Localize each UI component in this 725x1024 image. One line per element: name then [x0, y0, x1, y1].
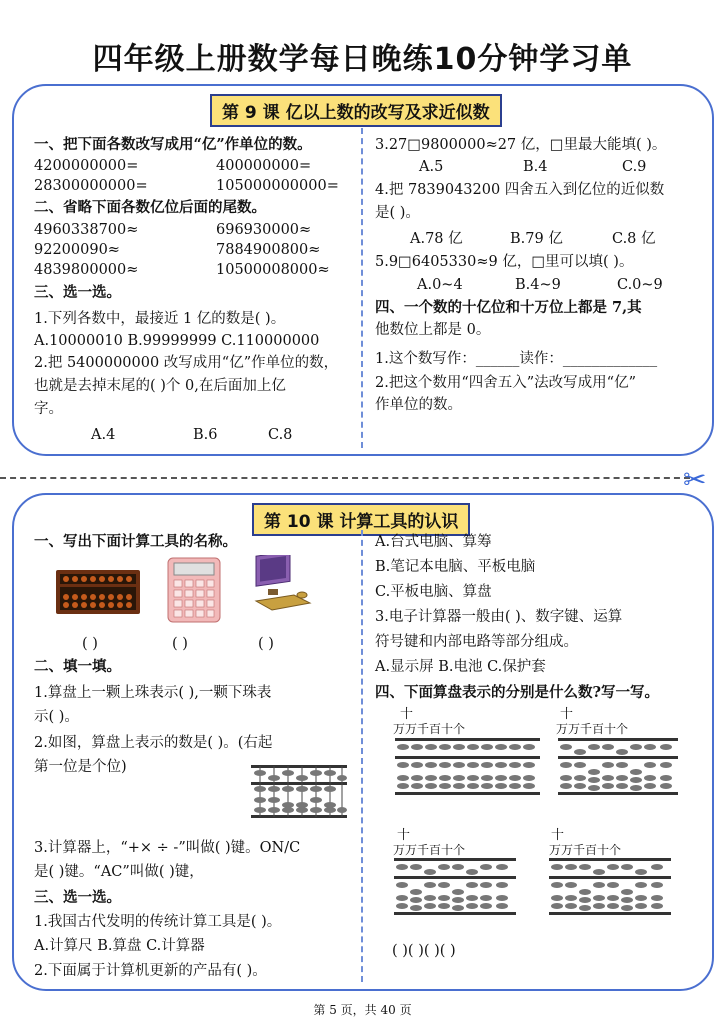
column-divider — [361, 530, 363, 982]
question-line: 696930000≈ — [216, 222, 312, 238]
option-b: B.6 — [193, 427, 218, 443]
question-line: 1.我国古代发明的传统计算工具是( )。 — [34, 914, 282, 930]
question-line: 是( )。 — [375, 205, 420, 221]
page-title: 四年级上册数学每日晚练10分钟学习单 — [92, 42, 633, 77]
answer-blank: ( ) — [258, 636, 274, 652]
cut-line — [0, 477, 690, 479]
option-a: A.台式电脑、算筹 — [375, 534, 492, 550]
place-label-top: 十 — [560, 707, 574, 722]
calculator-icon — [167, 557, 221, 623]
section-heading: 四、一个数的十亿位和十万位上都是 7,其 — [375, 299, 642, 316]
answer-blank: ( ) — [82, 636, 98, 652]
section-heading: 二、省略下面各数亿位后面的尾数。 — [34, 199, 266, 216]
column-divider — [361, 128, 363, 448]
abacus-diagram — [549, 858, 671, 916]
question-line: 示( )。 — [34, 709, 79, 725]
question-line: 3.电子计算器一般由( )、数字键、运算 — [375, 609, 623, 625]
question-line: 28300000000= — [34, 178, 148, 194]
abacus-diagram — [250, 764, 348, 820]
place-labels: 万万千百十个 — [393, 722, 466, 736]
section-heading: 一、写出下面计算工具的名称。 — [34, 533, 237, 550]
question-line: 是( )键。“AC”叫做( )键， — [34, 864, 204, 880]
question-line: 第一位是个位) — [34, 759, 127, 775]
question-line: 5.9□6405330≈9 亿，□里可以填( )。 — [375, 254, 634, 270]
question-line: 92200090≈ — [34, 242, 120, 258]
question-line: 2.把这个数用“四舍五入”法改写成用“亿” — [375, 375, 636, 391]
lesson10-heading: 第 10 课 计算工具的认识 — [252, 503, 470, 536]
lesson9-heading: 第 9 课 亿以上数的改写及求近似数 — [210, 94, 502, 127]
question-line: 4960338700≈ — [34, 222, 139, 238]
question-line: 400000000= — [216, 158, 312, 174]
answer-blanks: ( )( )( )( ) — [392, 943, 456, 959]
option-line: A.计算尺 B.算盘 C.计算器 — [34, 938, 205, 954]
question-line: 1.算盘上一颗上珠表示( ),一颗下珠表 — [34, 685, 272, 701]
question-line: 作单位的数。 — [375, 397, 462, 413]
place-labels: 万万千百十个 — [393, 843, 466, 857]
scissors-icon: ✂ — [683, 463, 707, 496]
place-label-top: 十 — [551, 828, 565, 843]
question-line: 字。 — [34, 401, 63, 417]
option-a: A.78 亿 — [410, 231, 463, 247]
question-line: 符号键和内部电路等部分组成。 — [375, 634, 578, 650]
section-heading: 四、下面算盘表示的分别是什么数?写一写。 — [375, 684, 659, 701]
question-line: 4839800000≈ — [34, 262, 139, 278]
option-line: A.10000010 B.99999999 C.110000000 — [34, 333, 320, 349]
section-heading: 三、选一选。 — [34, 889, 121, 906]
abacus-diagram — [394, 858, 516, 916]
question-line: 10500008000≈ — [216, 262, 330, 278]
option-b: B.笔记本电脑、平板电脑 — [375, 559, 536, 575]
question-line: 1.下列各数中，最接近 1 亿的数是( )。 — [34, 311, 286, 327]
abacus-icon — [55, 569, 141, 615]
place-labels: 万万千百十个 — [549, 843, 622, 857]
option-c: C.9 — [622, 159, 647, 175]
question-line: 4200000000= — [34, 158, 139, 174]
section-heading: 二、填一填。 — [34, 658, 121, 675]
question-line: 2.下面属于计算机更新的产品有( )。 — [34, 963, 267, 979]
option-a: A.5 — [419, 159, 444, 175]
question-line: 3.计算器上，“+× ÷ -”叫做( )键。ON/C — [34, 840, 301, 856]
option-c: C.8 — [268, 427, 293, 443]
question-line: 2.把 5400000000 改写成用“亿”作单位的数， — [34, 355, 339, 371]
option-c: C.0~9 — [617, 277, 663, 293]
option-a: A.4 — [91, 427, 116, 443]
abacus-diagram — [395, 738, 540, 796]
abacus-diagram — [558, 738, 678, 796]
place-label-top: 十 — [400, 707, 414, 722]
option-b: B.4 — [523, 159, 548, 175]
option-c: C.8 亿 — [612, 231, 656, 247]
place-labels: 万万千百十个 — [556, 722, 629, 736]
computer-icon — [250, 555, 312, 611]
question-line: 105000000000= — [216, 178, 339, 194]
option-b: B.79 亿 — [510, 231, 563, 247]
answer-blank: ( ) — [172, 636, 188, 652]
question-line: 他数位上都是 0。 — [375, 322, 491, 338]
question-line: 也就是去掉末尾的( )个 0,在后面加上亿 — [34, 378, 286, 394]
section-heading: 三、选一选。 — [34, 284, 121, 301]
option-c: C.平板电脑、算盘 — [375, 584, 492, 600]
option-a: A.0~4 — [417, 277, 463, 293]
option-b: B.4~9 — [515, 277, 561, 293]
option-line: A.显示屏 B.电池 C.保护套 — [375, 659, 546, 675]
section-heading: 一、把下面各数改写成用“亿”作单位的数。 — [34, 136, 312, 153]
question-line: 7884900800≈ — [216, 242, 321, 258]
question-line: 3.27□9800000≈27 亿，□里最大能填( )。 — [375, 137, 667, 153]
question-line: 4.把 7839043200 四舍五入到亿位的近似数 — [375, 182, 665, 198]
question-line: 1.这个数写作：______读作：_____________ — [375, 351, 658, 367]
place-label-top: 十 — [397, 828, 411, 843]
question-line: 2.如图，算盘上表示的数是( )。(右起 — [34, 735, 273, 751]
page-footer: 第 5 页，共 40 页 — [313, 1003, 412, 1017]
